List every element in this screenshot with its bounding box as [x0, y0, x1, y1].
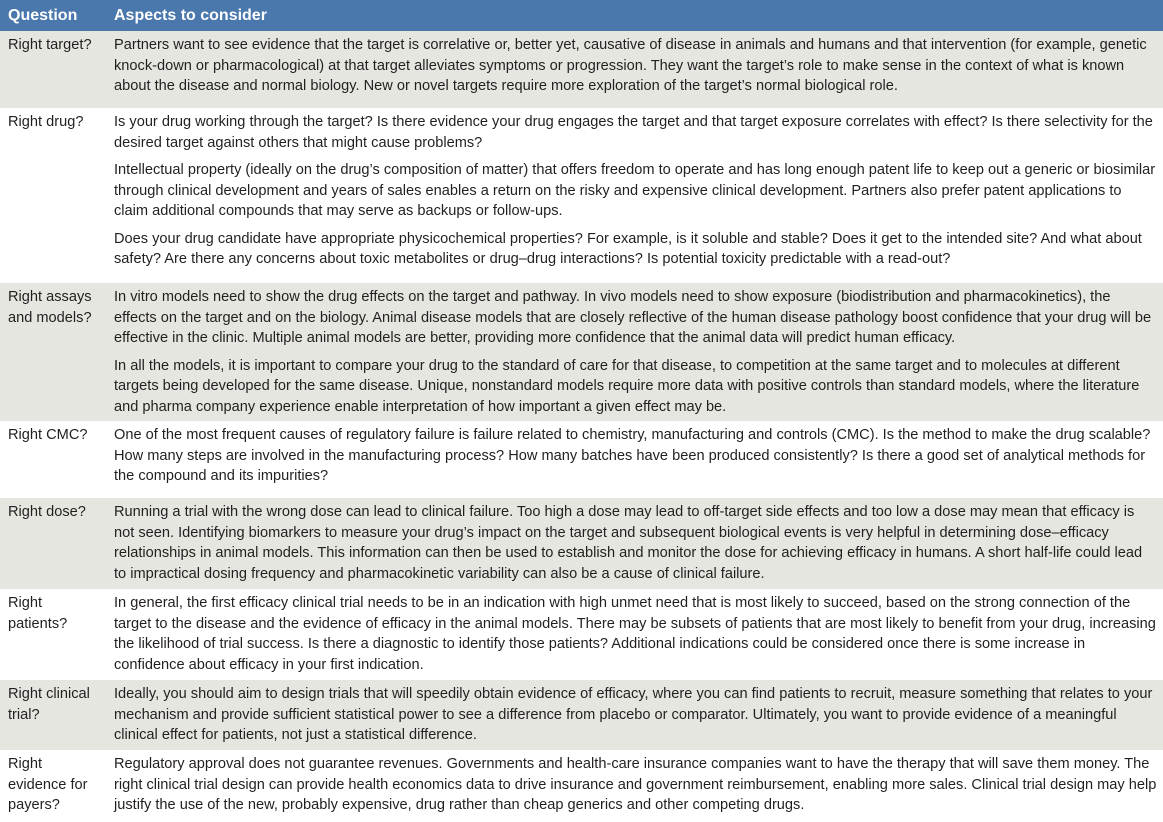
aspect-paragraph: Regulatory approval does not guarantee revenues. Governments and health-care insurance companies want to have the therapy that will save them money. The right clinical trial design can provide health economics data to drive insurance and government reimbursement, enabling more sales. Clinical trial design may help justify the use of the new, probably expensive, drug rather than cheap generics and other competing drugs.	[114, 756, 1157, 813]
header-question: Question	[0, 0, 106, 31]
aspect-paragraph: Is your drug working through the target? Is there evidence your drug engages the target and that target exposure correlates with effect? Is there selectivity for the desired target against others that might cause problems?	[114, 114, 1153, 151]
question-cell: Right dose?	[0, 498, 106, 589]
aspects-cell	[106, 283, 1163, 421]
question-cell: Right CMC?	[0, 421, 106, 498]
table-row	[0, 283, 1163, 421]
aspects-cell	[106, 750, 1163, 822]
question-cell: Right drug?	[0, 108, 106, 283]
aspect-paragraph: One of the most frequent causes of regulatory failure is failure related to chemistry, manufacturing and controls (CMC). Is the method to make the drug scalable? How many steps are involved in the manufacturing process? How many batches have been produced consistently? Is there a good set of analytical methods for the compound and its impurities?	[114, 427, 1151, 484]
table-row	[0, 589, 1163, 680]
table-row	[0, 750, 1163, 822]
table-row	[0, 108, 1163, 283]
aspect-paragraph: In general, the first efficacy clinical trial needs to be in an indication with high unmet need that is most likely to succeed, based on the strong connection of the target to the disease and the evidence of efficacy in the animal models. There may be subsets of patients that are most likely to benefit from your drug, increasing the likelihood of trial success. Is there a diagnostic to identify those patients? Additional indications could be considered once there is some increase in confidence about efficacy in your first indication.	[114, 595, 1156, 673]
aspect-paragraph: Partners want to see evidence that the target is correlative or, better yet, causative of disease in animals and humans and that intervention (for example, genetic knock-down or pharmacological) at that target alleviates symptoms or progression. They want the target’s role to make sense in the context of what is known about the disease and normal biology. New or novel targets require more exploration of the target’s normal biological role.	[114, 37, 1147, 94]
aspect-paragraph: Running a trial with the wrong dose can lead to clinical failure. Too high a dose may lead to off-target side effects and too low a dose may mean that efficacy is not seen. Identifying biomarkers to measure your drug’s impact on the target and subsequent biological events is very helpful in determining dose–efficacy relationships in animal models. This information can then be used to establish and monitor the dose for achieving efficacy in humans. A short half-life could lead to impractical dosing frequency and pharmacokinetic variability can also be a cause of clinical failure.	[114, 504, 1143, 582]
table-row	[0, 421, 1163, 498]
table-row	[0, 680, 1163, 750]
question-cell: Right patients?	[0, 589, 106, 680]
aspects-cell	[106, 108, 1163, 283]
aspects-cell	[106, 498, 1163, 589]
aspect-paragraph: Intellectual property (ideally on the drug’s composition of matter) that offers freedom to operate and has long enough patent life to keep out a generic or biosimilar through clinical development and years of sales enables a return on the risky and expensive clinical development. Partners also prefer patent applications to claim additional compounds that may serve as backups or follow-ups.	[114, 162, 1156, 219]
table-header-row	[0, 0, 1163, 31]
question-cell: Right clinical trial?	[0, 680, 106, 750]
question-cell: Right target?	[0, 31, 106, 108]
aspects-cell	[106, 680, 1163, 750]
table-row	[0, 31, 1163, 108]
header-aspects: Aspects to consider	[106, 0, 1163, 31]
question-cell: Right assays and models?	[0, 283, 106, 421]
table-row	[0, 498, 1163, 589]
aspect-paragraph: In all the models, it is important to compare your drug to the standard of care for that disease, to competition at the same target and to molecules at different targets being developed for the same disease. Unique, nonstandard models require more data with positive controls than standard models, where the literature and pharma company experience enable interpretation of how important a given effect may be.	[114, 357, 1140, 415]
aspects-cell	[106, 589, 1163, 680]
question-cell: Right evidence for payers?	[0, 750, 106, 822]
aspect-paragraph: Does your drug candidate have appropriate physicochemical properties? For example, is it soluble and stable? Does it get to the intended site? And what about safety? Are there any concerns about toxic metabolites or drug–drug interactions? Is potential toxicity predictable with a read-out?	[114, 230, 1142, 267]
aspect-paragraph: In vitro models need to show the drug effects on the target and pathway. In vivo models need to show exposure (biodistribution and pharmacokinetics), the effects on the target and on the biology. Animal disease models that are closely reflective of the human disease pathology boost confidence that your drug will be effective in the clinic. Multiple animal models are better, providing more confidence that the animal data will predict human efficacy.	[114, 289, 1152, 346]
aspects-cell	[106, 31, 1163, 108]
aspect-paragraph: Ideally, you should aim to design trials that will speedily obtain evidence of efficacy, where you can find patients to recruit, measure something that relates to your mechanism and provide sufficient statistical power to see a difference from placebo or comparator. Ultimately, you want to provide evidence of a meaningful clinical effect for patients, not just a statistical difference.	[114, 686, 1153, 743]
aspects-cell	[106, 421, 1163, 498]
